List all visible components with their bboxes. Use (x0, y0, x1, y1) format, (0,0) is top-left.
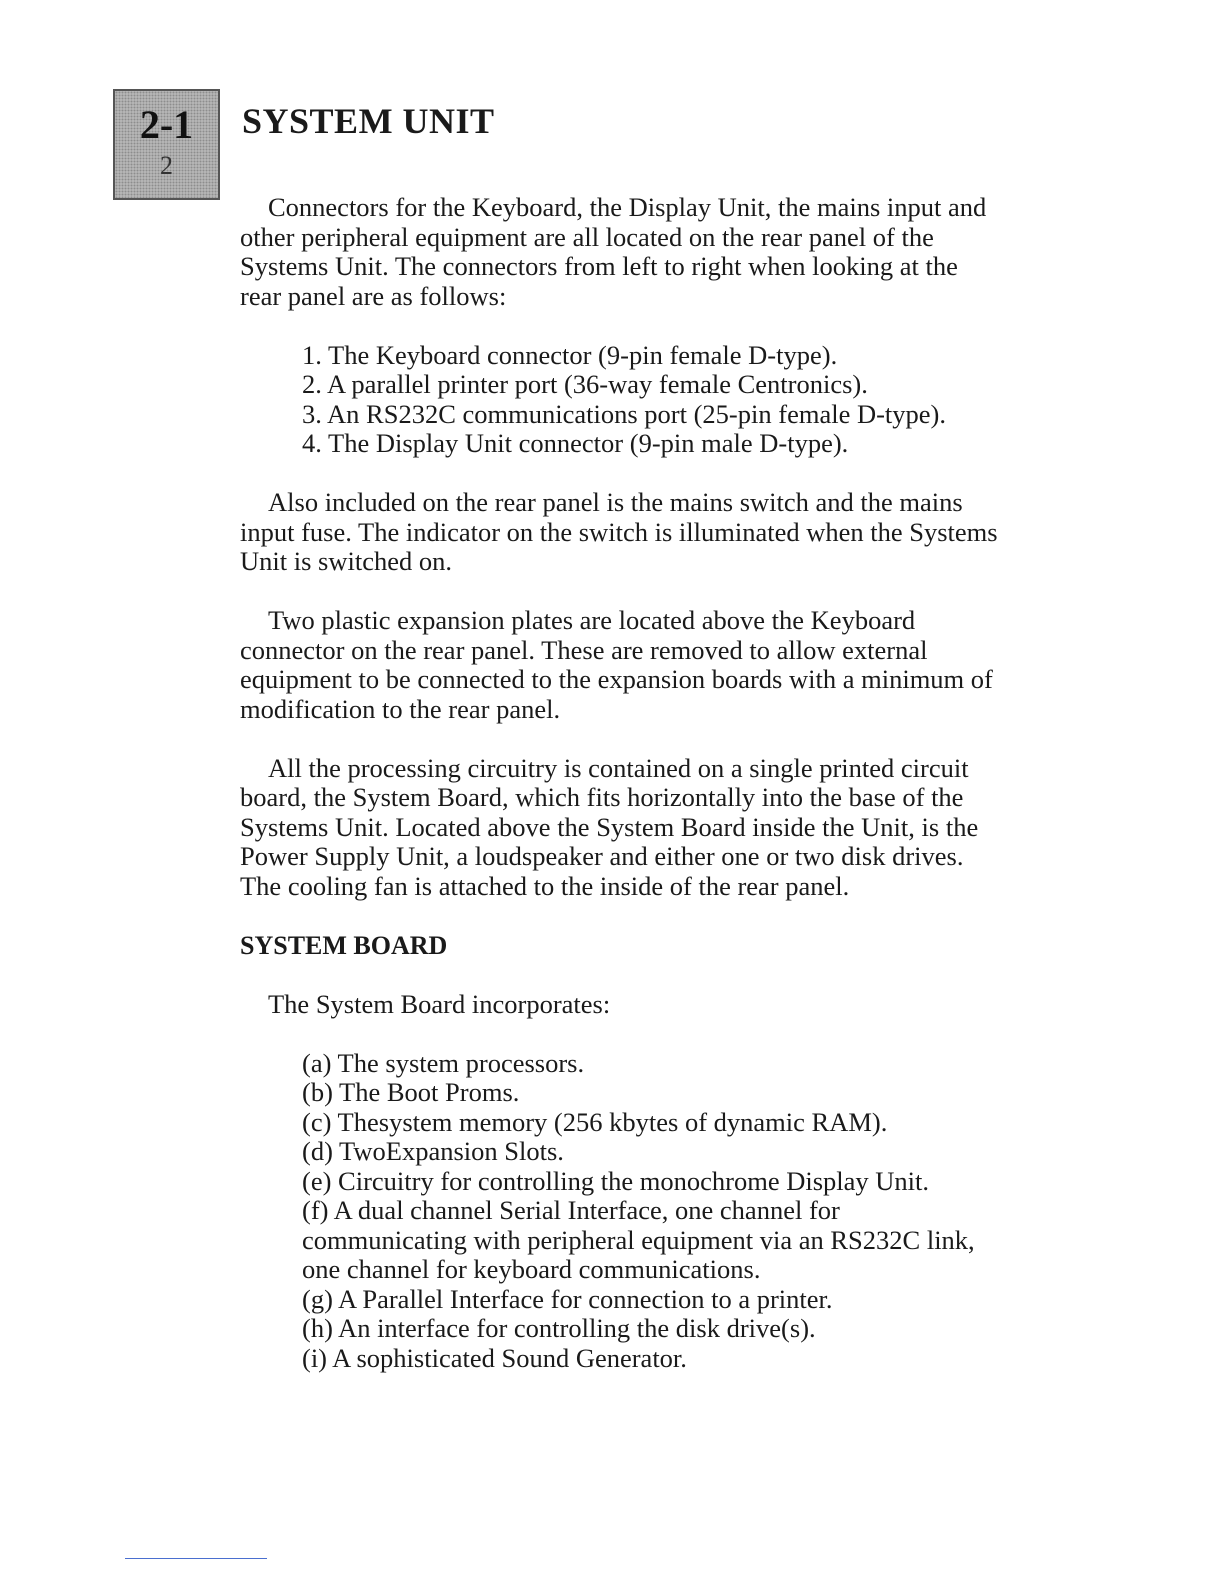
list-item: 2. A parallel printer port (36-way female Centronics). (302, 369, 868, 399)
list-item: (b) The Boot Proms. (302, 1077, 520, 1107)
expansion-plates-paragraph: Two plastic expansion plates are located above the Keyboard connector on the rear panel. These are removed to allow external equipment to be connected to the expansion boards with a minimum of modification to the rear panel. (240, 605, 993, 724)
system-board-heading: SYSTEM BOARD (240, 930, 448, 960)
body-text (240, 193, 1000, 1373)
list-item: 3. An RS232C communications port (25-pin female D-type). (302, 398, 946, 429)
circuitry-paragraph: All the processing circuitry is contained on a single printed circuit board, the System Board, which fits horizontally into the base of the Systems Unit. Located above the System Board inside the Unit, is the Power Supply Unit, a loudspeaker and either one or two disk drives. The cooling fan is attached to the inside of the rear panel. (240, 752, 979, 901)
footer-rule (125, 1558, 267, 1559)
page-title: SYSTEM UNIT (242, 101, 495, 141)
section-number: 2-1 (139, 102, 194, 147)
list-item: (h) An interface for controlling the disk drive(s). (302, 1313, 816, 1343)
list-item: (a) The system processors. (302, 1047, 585, 1078)
intro-paragraph: Connectors for the Keyboard, the Display Unit, the mains input and other peripheral equipment are all located on the rear panel of the Systems Unit. The connectors from left to right when looking at the rear panel are as follows: (240, 192, 987, 311)
connector-list (240, 341, 1000, 459)
list-item: (d) TwoExpansion Slots. (302, 1136, 564, 1166)
board-intro: The System Board incorporates: (268, 988, 611, 1019)
list-item: (f) A dual channel Serial Interface, one channel for communicating with peripheral equipment via an RS232C link, one channel for keyboard communications. (302, 1195, 975, 1284)
section-tab (113, 89, 220, 200)
list-item: (i) A sophisticated Sound Generator. (302, 1342, 687, 1373)
list-item: (c) Thesystem memory (256 kbytes of dynamic RAM). (302, 1106, 888, 1137)
list-item: 1. The Keyboard connector (9-pin female D-type). (302, 339, 838, 370)
list-item: (e) Circuitry for controlling the monochrome Display Unit. (302, 1165, 930, 1196)
rear-panel-paragraph: Also included on the rear panel is the mains switch and the mains input fuse. The indicator on the switch is illuminated when the Systems Unit is switched on. (240, 487, 998, 576)
list-item: (g) A Parallel Interface for connection to a printer. (302, 1283, 833, 1314)
board-items-list (240, 1049, 1000, 1374)
list-item: 4. The Display Unit connector (9-pin male D-type). (302, 428, 849, 458)
section-subnumber: 2 (160, 151, 173, 180)
